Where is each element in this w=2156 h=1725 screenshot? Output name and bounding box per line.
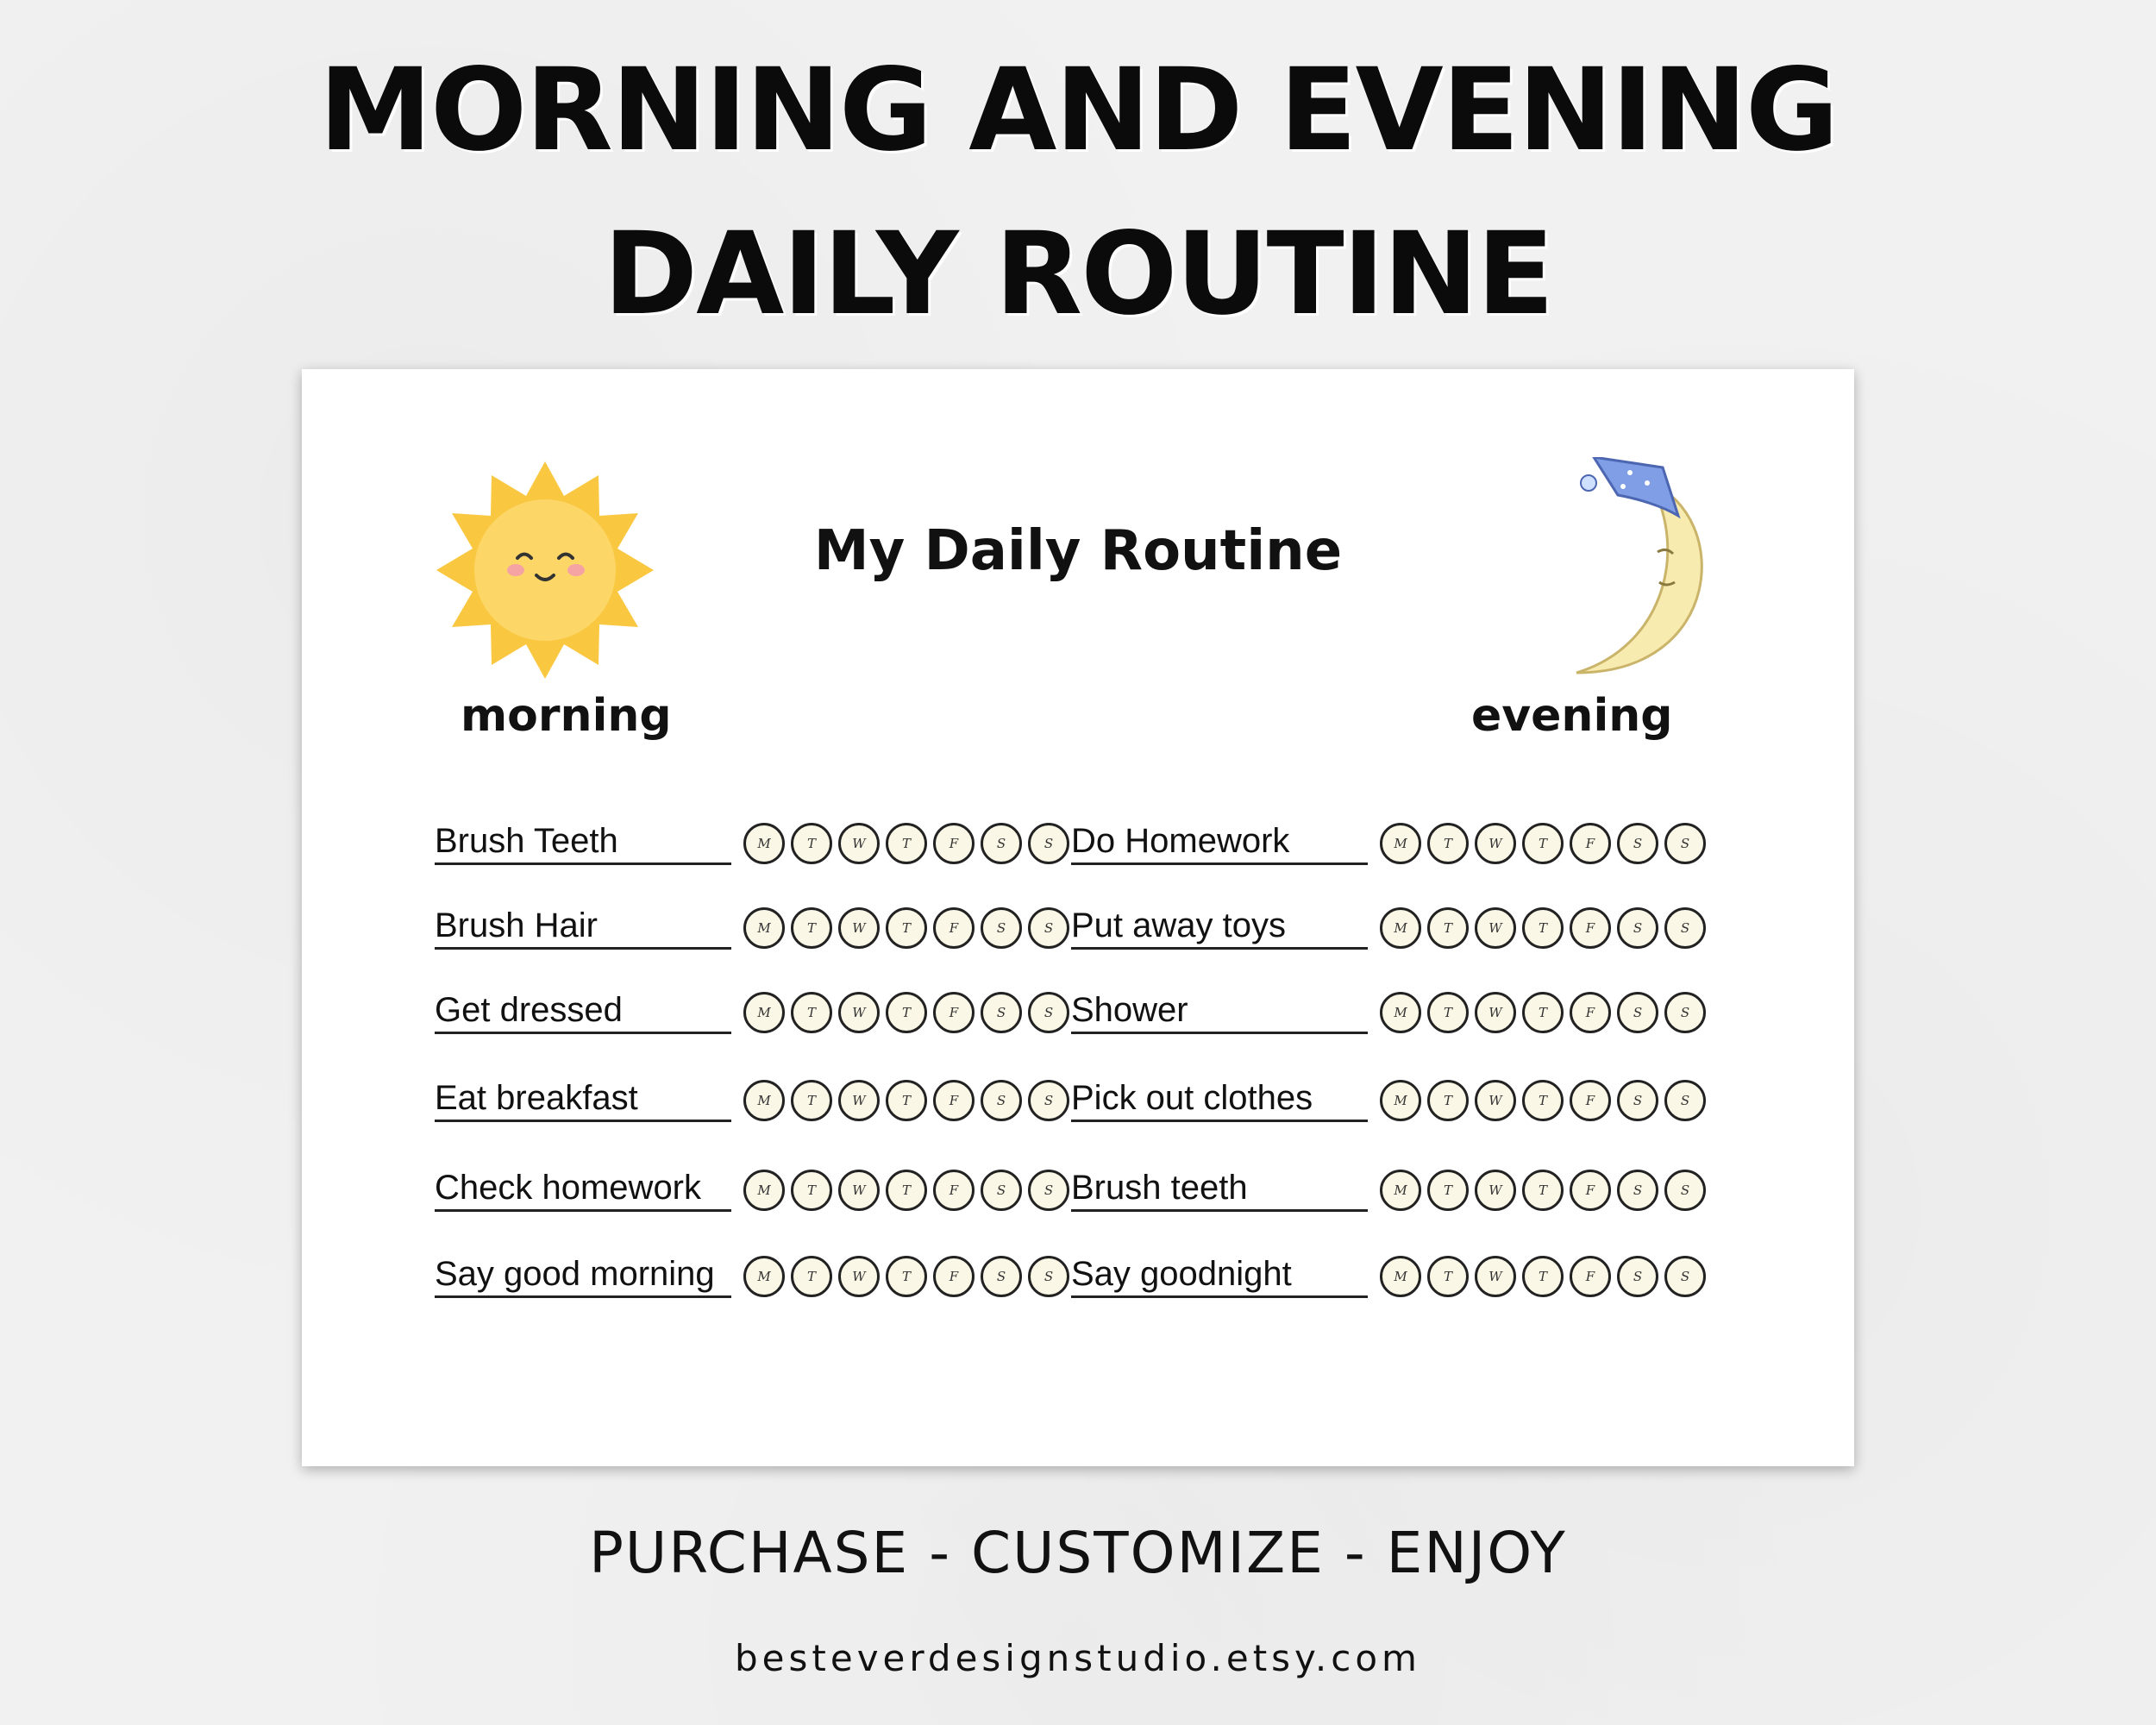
day-checkbox[interactable]: T <box>886 1080 927 1121</box>
day-checkbox[interactable]: S <box>981 823 1022 864</box>
day-checkbox[interactable]: W <box>838 823 880 864</box>
evening-task-line[interactable] <box>1071 1157 1368 1212</box>
day-checkbox[interactable]: S <box>981 1256 1022 1297</box>
website-url: besteverdesignstudio.etsy.com <box>735 1637 1421 1679</box>
evening-task-line[interactable] <box>1071 811 1368 865</box>
day-checkbox[interactable]: M <box>1380 1256 1421 1297</box>
morning-task-line[interactable] <box>435 1157 731 1212</box>
evening-label: evening <box>1471 690 1673 742</box>
card-title: My Daily Routine <box>813 519 1343 583</box>
morning-task-label: Brush Teeth <box>435 822 618 860</box>
day-checkbox[interactable]: S <box>981 1170 1022 1211</box>
day-checkbox[interactable]: W <box>1475 1080 1516 1121</box>
day-checkbox[interactable]: M <box>743 1256 785 1297</box>
day-checkbox[interactable]: S <box>1617 1080 1658 1121</box>
evening-task-line[interactable] <box>1071 895 1368 950</box>
day-checkbox[interactable]: T <box>1522 907 1564 949</box>
day-checkbox[interactable]: M <box>1380 992 1421 1033</box>
morning-task-label: Check homework <box>435 1169 702 1207</box>
morning-task-line[interactable] <box>435 1068 731 1122</box>
day-checkbox[interactable]: W <box>1475 992 1516 1033</box>
day-checkbox[interactable]: M <box>743 1080 785 1121</box>
day-checkbox[interactable]: M <box>743 823 785 864</box>
evening-task-label: Pick out clothes <box>1071 1079 1313 1117</box>
day-checkbox[interactable]: T <box>886 907 927 949</box>
day-checkbox[interactable]: S <box>1617 1170 1658 1211</box>
day-checkbox[interactable]: T <box>886 1256 927 1297</box>
day-checkbox[interactable]: T <box>1522 992 1564 1033</box>
day-checkbox[interactable]: T <box>1427 1256 1469 1297</box>
day-checkbox[interactable]: S <box>981 907 1022 949</box>
day-checkbox[interactable]: M <box>1380 907 1421 949</box>
day-checkbox[interactable]: W <box>1475 823 1516 864</box>
day-checkbox[interactable]: T <box>791 1170 832 1211</box>
day-checkbox[interactable]: S <box>1664 1256 1706 1297</box>
evening-task-label: Do Homework <box>1071 822 1290 860</box>
day-checkbox[interactable]: T <box>791 992 832 1033</box>
day-checkbox[interactable]: W <box>838 1256 880 1297</box>
day-checkbox[interactable]: W <box>1475 1170 1516 1211</box>
morning-task-label: Get dressed <box>435 991 623 1029</box>
day-checkbox[interactable]: S <box>981 1080 1022 1121</box>
day-checkbox[interactable]: F <box>933 992 975 1033</box>
day-checkbox[interactable]: T <box>1427 823 1469 864</box>
morning-task-line[interactable] <box>435 895 731 950</box>
day-checkbox[interactable]: S <box>1664 1080 1706 1121</box>
day-checkbox[interactable]: T <box>886 992 927 1033</box>
day-checkbox[interactable]: F <box>1570 907 1611 949</box>
day-checkbox[interactable]: F <box>1570 1170 1611 1211</box>
day-checkbox[interactable]: S <box>1028 823 1069 864</box>
day-checkbox[interactable]: S <box>1028 1256 1069 1297</box>
morning-label: morning <box>461 690 672 742</box>
day-checkbox[interactable]: S <box>1664 1170 1706 1211</box>
day-checkbox[interactable]: T <box>1522 1170 1564 1211</box>
day-checkbox[interactable]: F <box>933 1170 975 1211</box>
evening-task-label: Shower <box>1071 991 1188 1029</box>
day-checkbox[interactable]: T <box>791 823 832 864</box>
day-checkbox[interactable]: T <box>1427 1080 1469 1121</box>
day-checkbox[interactable]: F <box>933 1080 975 1121</box>
day-checkbox[interactable]: S <box>1028 1080 1069 1121</box>
evening-task-line[interactable] <box>1071 980 1368 1034</box>
day-checkbox[interactable]: T <box>1427 907 1469 949</box>
evening-task-line[interactable] <box>1071 1244 1368 1298</box>
day-checkbox[interactable]: F <box>1570 992 1611 1033</box>
day-checkbox[interactable]: S <box>1664 823 1706 864</box>
morning-task-label: Eat breakfast <box>435 1079 638 1117</box>
day-checkbox[interactable]: S <box>1617 992 1658 1033</box>
day-checkbox[interactable]: W <box>838 992 880 1033</box>
day-checkbox[interactable]: M <box>1380 1080 1421 1121</box>
day-checkbox[interactable]: W <box>838 907 880 949</box>
evening-task-line[interactable] <box>1071 1068 1368 1122</box>
day-checkbox[interactable]: F <box>1570 1256 1611 1297</box>
day-checkbox[interactable]: T <box>886 1170 927 1211</box>
day-checkbox[interactable]: F <box>933 1256 975 1297</box>
day-checkbox[interactable]: M <box>743 1170 785 1211</box>
day-checkbox[interactable]: T <box>791 1256 832 1297</box>
day-checkbox[interactable]: S <box>981 992 1022 1033</box>
tagline: PURCHASE - CUSTOMIZE - ENJOY <box>589 1520 1567 1586</box>
day-checkbox[interactable]: M <box>1380 1170 1421 1211</box>
day-checkbox[interactable]: S <box>1028 907 1069 949</box>
day-checkbox[interactable]: W <box>1475 1256 1516 1297</box>
day-checkbox[interactable]: W <box>838 1080 880 1121</box>
headline-line-2: DAILY ROUTINE <box>603 208 1553 341</box>
evening-task-label: Say goodnight <box>1071 1255 1292 1293</box>
day-checkbox[interactable]: T <box>886 823 927 864</box>
day-checkbox[interactable]: T <box>1522 1080 1564 1121</box>
day-checkbox[interactable]: T <box>1522 823 1564 864</box>
day-checkbox[interactable]: T <box>1427 1170 1469 1211</box>
day-checkbox[interactable]: T <box>791 1080 832 1121</box>
day-checkbox[interactable]: W <box>838 1170 880 1211</box>
day-checkbox[interactable]: S <box>1617 823 1658 864</box>
morning-task-line[interactable] <box>435 1244 731 1298</box>
day-checkbox[interactable]: F <box>1570 1080 1611 1121</box>
day-checkbox[interactable]: F <box>933 823 975 864</box>
day-checkbox[interactable]: T <box>1427 992 1469 1033</box>
day-checkbox[interactable]: F <box>1570 823 1611 864</box>
headline-line-1: MORNING AND EVENING <box>318 44 1838 177</box>
day-checkbox[interactable]: T <box>1522 1256 1564 1297</box>
day-checkbox[interactable]: S <box>1617 907 1658 949</box>
morning-task-line[interactable] <box>435 811 731 865</box>
day-checkbox[interactable]: M <box>1380 823 1421 864</box>
morning-task-label: Say good morning <box>435 1255 715 1293</box>
evening-task-label: Brush teeth <box>1071 1169 1248 1207</box>
day-checkbox[interactable]: S <box>1617 1256 1658 1297</box>
day-checkbox[interactable]: S <box>1028 1170 1069 1211</box>
day-checkbox[interactable]: S <box>1028 992 1069 1033</box>
day-checkbox[interactable]: M <box>743 907 785 949</box>
day-checkbox[interactable]: S <box>1664 992 1706 1033</box>
day-checkbox[interactable]: M <box>743 992 785 1033</box>
day-checkbox[interactable]: S <box>1664 907 1706 949</box>
day-checkbox[interactable]: F <box>933 907 975 949</box>
morning-task-label: Brush Hair <box>435 906 598 944</box>
day-checkbox[interactable]: W <box>1475 907 1516 949</box>
morning-task-line[interactable] <box>435 980 731 1034</box>
day-checkbox[interactable]: T <box>791 907 832 949</box>
evening-task-label: Put away toys <box>1071 906 1287 944</box>
